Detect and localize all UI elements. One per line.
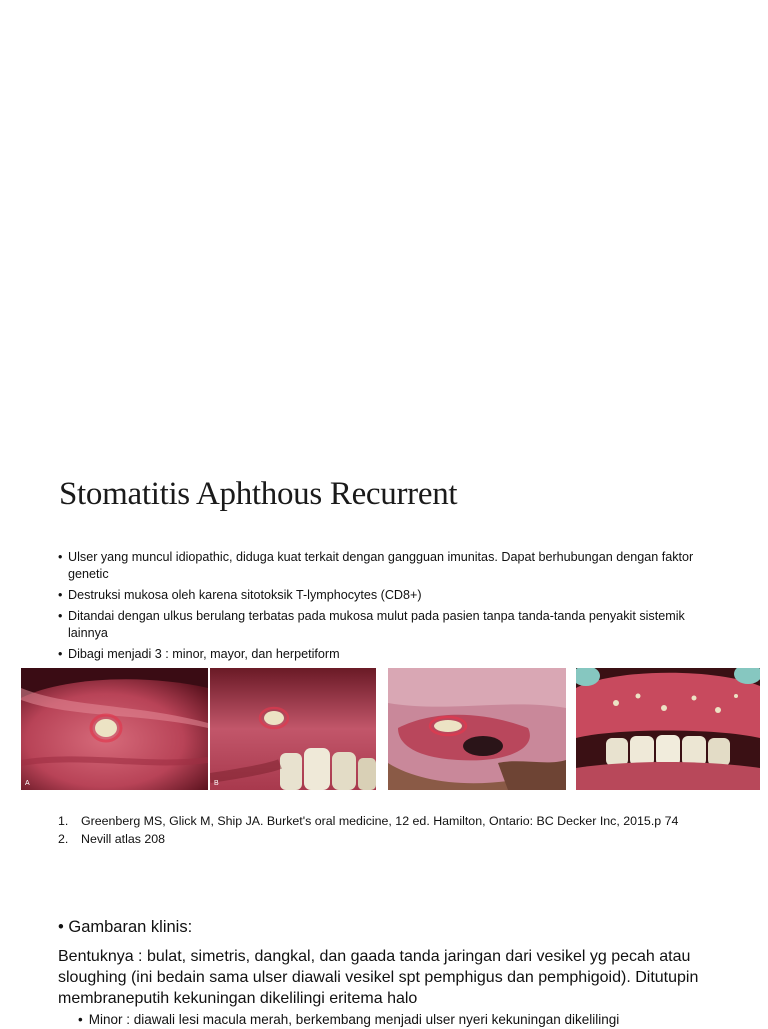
bullet-glyph: • [58, 609, 63, 623]
bullet-glyph: • [58, 550, 63, 564]
bullet-text: Destruksi mukosa oleh karena sitotoksik T-lymphocytes (CD8+) [68, 588, 422, 602]
clinical-heading: • Gambaran klinis: [58, 918, 193, 936]
bullet-item [58, 549, 718, 583]
clinical-photo-strip [0, 668, 768, 792]
bullet-item [58, 608, 718, 642]
bullet-item [58, 646, 718, 663]
clinical-sub-bullet [78, 1011, 748, 1029]
bullet-item [58, 587, 718, 604]
reference-text: Nevill atlas 208 [81, 832, 166, 846]
bullet-glyph: • [58, 647, 63, 661]
photo-c-labial-ulcer [388, 668, 566, 790]
photo-letter: B [214, 780, 219, 787]
reference-list [58, 812, 678, 848]
photo-letter: A [25, 780, 30, 787]
bullet-text: Ditandai dengan ulkus berulang terbatas pada mukosa mulut pada pasien tanpa tanda-tanda penyakit sistemik lainnya [68, 609, 685, 640]
reference-item [58, 830, 678, 848]
slide-title: Stomatitis Aphthous Recurrent [59, 476, 458, 512]
sub-bullet-text: Minor : diawali lesi macula merah, berkembang menjadi ulser nyeri kekuningan dikelilingi [88, 1012, 620, 1027]
bullet-text: Dibagi menjadi 3 : minor, mayor, dan herpetiform [68, 647, 340, 661]
reference-item [58, 812, 678, 830]
bullet-list [58, 549, 718, 667]
clinical-description: Bentuknya : bulat, simetris, dangkal, dan gaada tanda jaringan dari vesikel yg pecah atau sloughing (ini bedain sama ulser diawali vesikel spt pemphigus dan pemphigoid). Ditutupin membraneputih kekuningan dikelilingi eritema halo [58, 948, 699, 1007]
reference-text: Greenberg MS, Glick M, Ship JA. Burket's oral medicine, 12 ed. Hamilton, Ontario: BC Decker Inc, 2015.p 74 [81, 814, 679, 828]
reference-number: 1. [58, 814, 69, 828]
bullet-glyph: • [58, 588, 63, 602]
bullet-text: Ulser yang muncul idiopathic, diduga kuat terkait dengan gangguan imunitas. Dapat berhubungan dengan faktor genetic [68, 550, 694, 581]
sub-bullet-glyph: • [78, 1012, 83, 1027]
photo-b-lip-ulcer [210, 668, 376, 790]
photo-d-herpetiform [576, 668, 760, 790]
photo-a-minor-ulcer [21, 668, 208, 790]
reference-number: 2. [58, 832, 69, 846]
